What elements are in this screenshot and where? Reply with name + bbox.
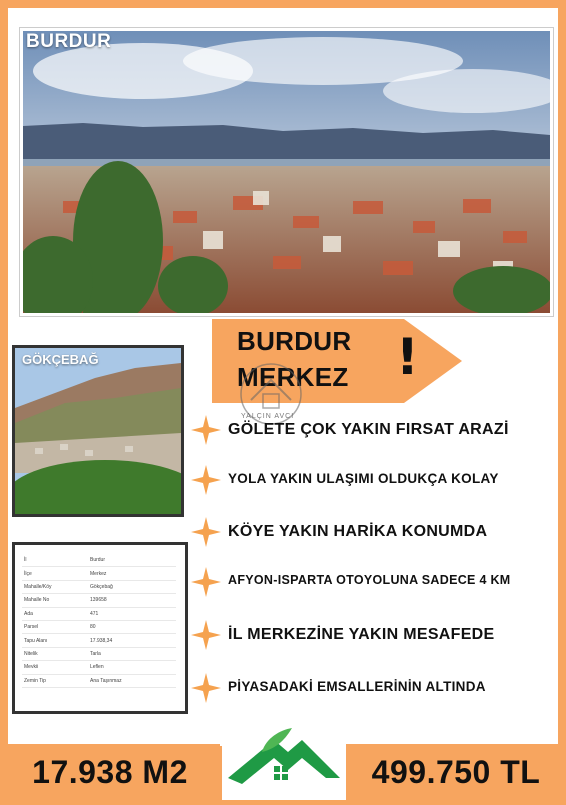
row-key: Nitelik bbox=[22, 647, 88, 660]
feature-text: KÖYE YAKIN HARİKA KONUMDA bbox=[228, 523, 488, 540]
star-icon bbox=[190, 672, 222, 704]
feature-item bbox=[190, 566, 560, 598]
row-key: İlçe bbox=[22, 567, 88, 580]
row-key: Parsel bbox=[22, 620, 88, 633]
area-box bbox=[0, 744, 220, 800]
banner-city: BURDUR bbox=[237, 326, 352, 356]
feature-text: İL MERKEZİNE YAKIN MESAFEDE bbox=[228, 626, 495, 643]
table-row bbox=[22, 674, 176, 687]
row-value: Tarla bbox=[88, 647, 176, 660]
feature-item bbox=[190, 464, 560, 496]
feature-item bbox=[190, 619, 560, 651]
star-icon bbox=[190, 619, 222, 651]
feature-text: YOLA YAKIN ULAŞIMI OLDUKÇA KOLAY bbox=[228, 471, 499, 486]
star-icon bbox=[190, 414, 222, 446]
exclamation-icon: ! bbox=[396, 328, 419, 386]
feature-item bbox=[190, 672, 560, 704]
house-logo-icon bbox=[222, 722, 346, 800]
row-value: Ana Taşınmaz bbox=[88, 674, 176, 687]
area-value: 17.938 M2 bbox=[32, 753, 188, 790]
row-value: Merkez bbox=[88, 567, 176, 580]
price-value: 499.750 TL bbox=[371, 753, 541, 790]
parcel-info-table bbox=[12, 542, 188, 714]
feature-text: GÖLETE ÇOK YAKIN FIRSAT ARAZİ bbox=[228, 421, 509, 438]
hero-title: BURDUR bbox=[26, 31, 112, 52]
star-icon bbox=[190, 516, 222, 548]
row-value: 471 bbox=[88, 607, 176, 620]
table-row bbox=[22, 647, 176, 660]
feature-item bbox=[190, 414, 560, 446]
table-row bbox=[22, 661, 176, 674]
row-value: 17.938,34 bbox=[88, 634, 176, 647]
watermark-text: YALÇIN AVCI bbox=[241, 413, 295, 420]
row-key: Mahalle No bbox=[22, 594, 88, 607]
row-key: İl bbox=[22, 554, 88, 567]
table-row bbox=[22, 594, 176, 607]
banner-district: MERKEZ bbox=[237, 362, 349, 392]
table-row bbox=[22, 634, 176, 647]
row-value: 139658 bbox=[88, 594, 176, 607]
row-key: Mevkii bbox=[22, 661, 88, 674]
star-icon bbox=[190, 566, 222, 598]
row-value: Leflen bbox=[88, 661, 176, 674]
price-box bbox=[346, 744, 566, 800]
feature-text: AFYON-ISPARTA OTOYOLUNA SADECE 4 KM bbox=[228, 573, 511, 587]
row-value: Gökçebağ bbox=[88, 580, 176, 593]
table-row bbox=[22, 580, 176, 593]
table-row bbox=[22, 554, 176, 567]
star-icon bbox=[190, 464, 222, 496]
row-key: Zemin Tip bbox=[22, 674, 88, 687]
table-row bbox=[22, 620, 176, 633]
row-key: Tapu Alanı bbox=[22, 634, 88, 647]
feature-text: PİYASADAKİ EMSALLERİNİN ALTINDA bbox=[228, 679, 486, 694]
table-row bbox=[22, 567, 176, 580]
row-key: Ada bbox=[22, 607, 88, 620]
row-key: Mahalle/Köy bbox=[22, 580, 88, 593]
village-photo bbox=[12, 345, 184, 517]
feature-item bbox=[190, 516, 560, 548]
city-landscape-photo bbox=[20, 28, 553, 316]
row-value: 80 bbox=[88, 620, 176, 633]
row-value: Burdur bbox=[88, 554, 176, 567]
table-row bbox=[22, 607, 176, 620]
side-photo-title: GÖKÇEBAĞ bbox=[22, 352, 99, 367]
